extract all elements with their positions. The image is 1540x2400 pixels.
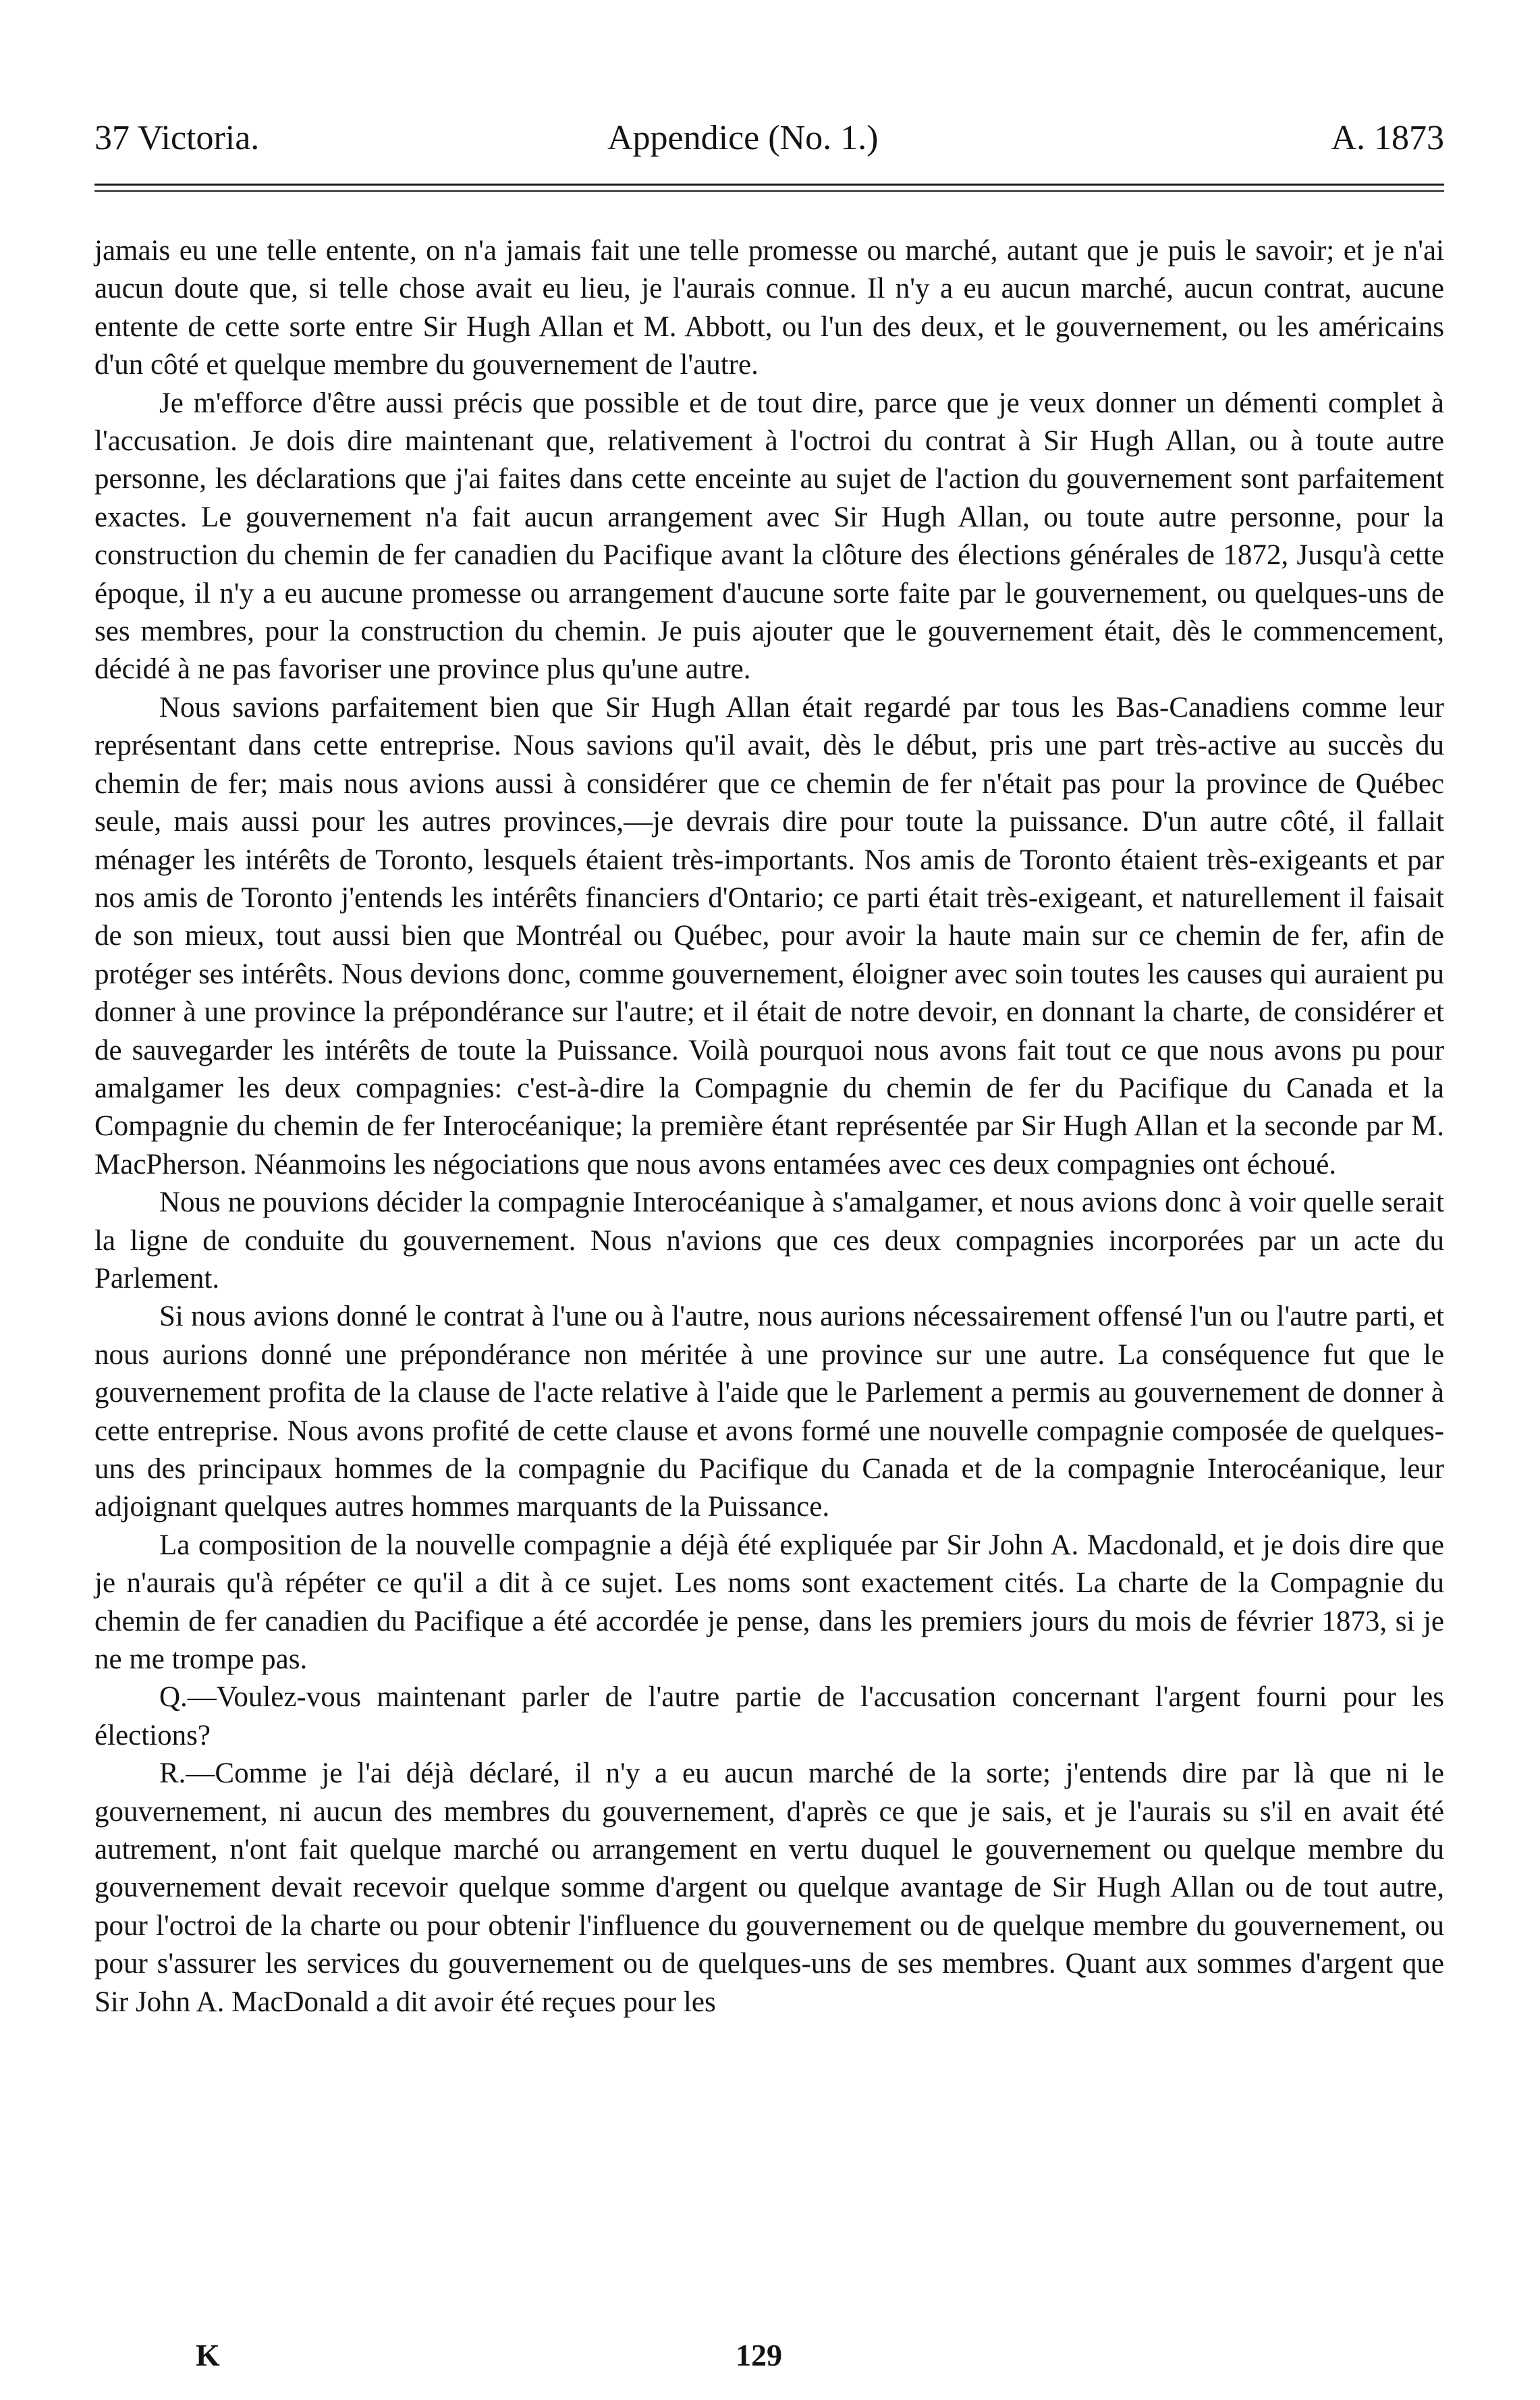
header-volume: 37 Victoria. [94,119,260,157]
paragraph: La composition de la nouvelle compagnie a déjà été expliquée par Sir John A. Macdonald, et je dois dire que je n'aurais qu'à répéter ce qu'il a dit à ce sujet. Les noms sont exactement cités. La charte de la Compagnie du chemin de fer canadien du Pacifique a été accordée je pense, dans les premiers jours du mois de février 1873, si je ne me trompe pas. [94,1529,1444,1676]
header-rule-thick [94,184,1444,186]
header-year: A. 1873 [1331,119,1444,157]
page-number: 129 [736,2338,782,2372]
document-page [94,108,1444,2372]
signature-mark: K [196,2338,220,2372]
header-double-rule [94,184,1444,198]
paragraph: Nous savions parfaitement bien que Sir Hugh Allan était regardé par tous les Bas-Canadiens comme leur représentant dans cette entreprise. Nous savions qu'il avait, dès le début, pris une part très-active au succès du chemin de fer; mais nous avions aussi à considérer que ce chemin de fer n'était pas pour la province de Québec seule, mais aussi pour les autres provinces,—je devrais dire pour toute la puissance. D'un autre côté, il fallait ménager les intérêts de Toronto, lesquels étaient très-importants. Nos amis de Toronto étaient très-exigeants et par nos amis de Toronto j'entends les intérêts financiers d'Ontario; ce parti était très-exigeant, et naturellement il faisait de son mieux, tout aussi bien que Montréal ou Québec, pour avoir la haute main sur ce chemin de fer, afin de protéger ses intérêts. Nous devions donc, comme gouvernement, éloigner avec soin toutes les causes qui auraient pu donner à une province la prépondérance sur l'autre; et il était de notre devoir, en donnant la charte, de considérer et de sauvegarder les intérêts de toute la Puissance. Voilà pourquoi nous avons fait tout ce que nous avons pu pour amalgamer les deux compagnies: c'est-à-dire la Compagnie du chemin de fer du Pacifique du Canada et la Compagnie du chemin de fer Interocéanique; la première étant représentée par Sir Hugh Allan et la seconde par M. MacPherson. Néanmoins les négociations que nous avons entamées avec ces deux compagnies ont échoué. [94,691,1444,1180]
paragraph-continuation: jamais eu une telle entente, on n'a jamais fait une telle promesse ou marché, autant que je puis le savoir; et je n'ai aucun doute que, si telle chose avait eu lieu, je l'aurais connue. Il n'y a eu aucun marché, aucun contrat, aucune entente de cette sorte entre Sir Hugh Allan et M. Abbott, ou l'un des deux, et le gouvernement, ou les américains d'un côté et quelque membre du gouvernement de l'autre. [94,235,1444,381]
body-text [94,232,1444,2021]
header-appendix-title: Appendice (No. 1.) [607,119,879,157]
page-footer [94,2335,1444,2376]
answer-paragraph: R.—Comme je l'ai déjà déclaré, il n'y a eu aucun marché de la sorte; j'entends dire par là que ni le gouvernement, ni aucun des membres du gouvernement, d'après ce que je sais, et je l'aurais su s'il en avait été autrement, n'ont fait quelque marché ou arrangement en vertu duquel le gouvernement ou quelque membre du gouvernement devait recevoir quelque somme d'argent ou quelque avantage de Sir Hugh Allan ou de tout autre, pour l'octroi de la charte ou pour obtenir l'influence du gouvernement ou de quelque membre du gouvernement, ou pour s'assurer les services du gouvernement ou de quelques-uns de ses membres. Quant aux sommes d'argent que Sir John A. MacDonald a dit avoir été reçues pour les [94,1757,1444,2018]
question-paragraph: Q.—Voulez-vous maintenant parler de l'autre partie de l'accusation concernant l'argent fourni pour les élections? [94,1681,1444,1751]
running-header [94,108,1444,169]
header-rule-thin [94,190,1444,192]
paragraph: Si nous avions donné le contrat à l'une ou à l'autre, nous aurions nécessairement offensé l'un ou l'autre parti, et nous aurions donné une prépondérance non méritée à une province sur une autre. La conséquence fut que le gouvernement profita de la clause de l'acte relative à l'aide que le Parlement a permis au gouvernement de donner à cette entreprise. Nous avons profité de cette clause et avons formé une nouvelle compagnie composée de quelques-uns des principaux hommes de la compagnie du Pacifique du Canada et de la compagnie Interocéanique, leur adjoignant quelques autres hommes marquants de la Puissance. [94,1301,1444,1523]
paragraph: Nous ne pouvions décider la compagnie Interocéanique à s'amalgamer, et nous avions donc à voir quelle serait la ligne de conduite du gouvernement. Nous n'avions que ces deux compagnies incorporées par un acte du Parlement. [94,1187,1444,1294]
paragraph: Je m'efforce d'être aussi précis que possible et de tout dire, parce que je veux donner un démenti complet à l'accusation. Je dois dire maintenant que, relativement à l'octroi du contrat à Sir Hugh Allan, ou à toute autre personne, les déclarations que j'ai faites dans cette enceinte au sujet de l'action du gouvernement sont parfaitement exactes. Le gouvernement n'a fait aucun arrangement avec Sir Hugh Allan, ou toute autre personne, pour la construction du chemin de fer canadien du Pacifique avant la clôture des élections générales de 1872, Jusqu'à cette époque, il n'y a eu aucune promesse ou arrangement d'aucune sorte faite par le gouvernement, ou quelques-uns de ses membres, pour la construction du chemin. Je puis ajouter que le gouvernement était, dès le commencement, décidé à ne pas favoriser une province plus qu'une autre. [94,387,1444,686]
